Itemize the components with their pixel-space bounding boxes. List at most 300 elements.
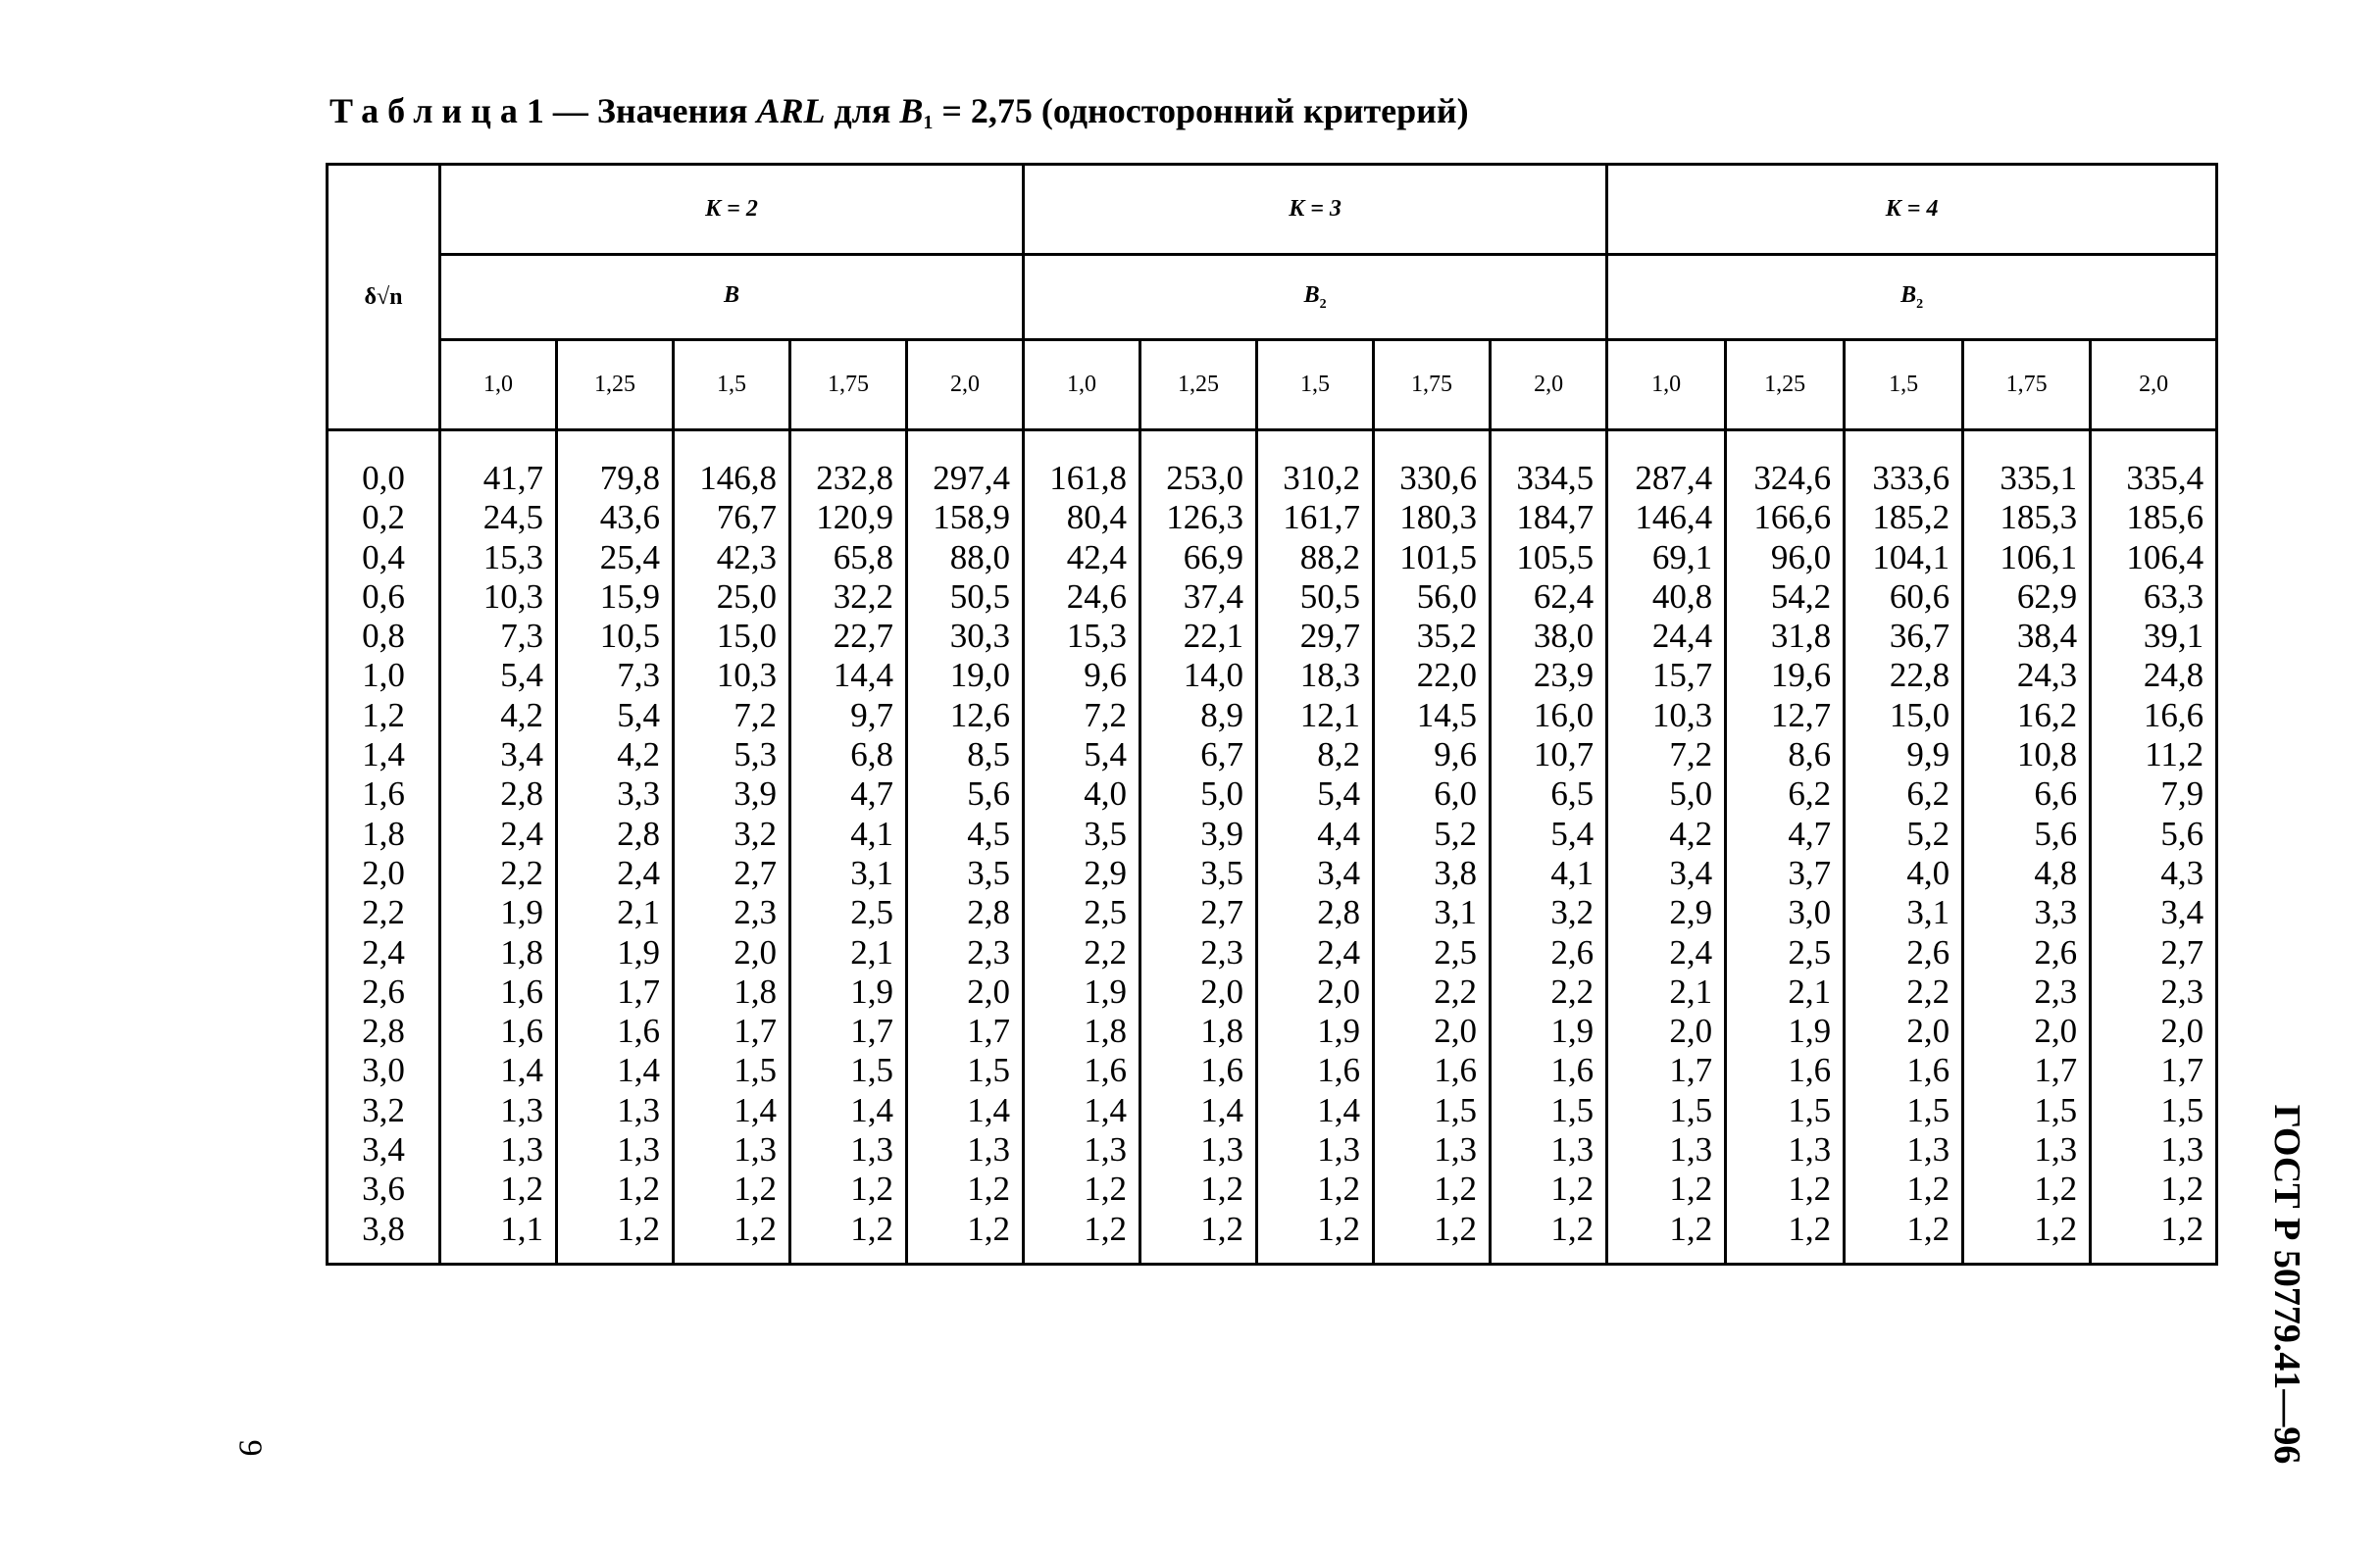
arl-value: 5,3 [734, 735, 777, 774]
arl-value: 2,1 [617, 893, 660, 932]
arl-value: 19,6 [1770, 656, 1832, 695]
arl-value: 5,6 [2160, 814, 2204, 853]
arl-value: 3,4 [1669, 853, 1713, 892]
arl-value: 2,0 [1317, 972, 1361, 1011]
arl-value: 5,4 [500, 656, 543, 695]
arl-value: 126,3 [1166, 498, 1244, 537]
arl-value: 1,4 [500, 1051, 543, 1090]
arl-value: 1,6 [1906, 1051, 1950, 1090]
arl-value: 1,4 [734, 1090, 777, 1129]
arl-value: 1,6 [1550, 1051, 1595, 1090]
arl-value: 2,2 [1434, 972, 1478, 1011]
table-body [328, 430, 2217, 1265]
arl-value: 1,3 [1084, 1130, 1128, 1170]
arl-value: 16,6 [2143, 695, 2204, 734]
arl-value: 1,4 [617, 1051, 660, 1090]
arl-value: 41,7 [482, 459, 543, 497]
arl-value: 3,5 [1084, 814, 1128, 853]
arl-value: 22,8 [1889, 656, 1950, 695]
arl-value: 8,9 [1200, 695, 1244, 734]
arl-value: 9,9 [1906, 735, 1950, 774]
arl-value: 2,9 [1669, 893, 1713, 932]
arl-value: 101,5 [1399, 537, 1478, 576]
arl-value: 1,5 [1669, 1090, 1713, 1129]
arl-value: 146,4 [1635, 498, 1713, 537]
arl-value: 4,3 [2160, 853, 2204, 892]
arl-value: 22,0 [1416, 656, 1478, 695]
caption-arl: ARL [756, 91, 826, 130]
arl-value: 4,5 [967, 814, 1011, 853]
column-header: 1,25 [557, 340, 674, 430]
arl-value: 15,0 [1889, 695, 1950, 734]
delta-value: 0,0 [362, 459, 405, 497]
arl-value: 63,3 [2143, 576, 2204, 616]
arl-value: 15,7 [1651, 656, 1713, 695]
arl-value: 2,7 [734, 853, 777, 892]
arl-value: 10,3 [482, 576, 543, 616]
group-b-header [1024, 255, 1607, 340]
arl-value: 1,3 [1200, 1130, 1244, 1170]
delta-value: 2,8 [362, 1012, 405, 1051]
arl-value: 3,0 [1788, 893, 1832, 932]
arl-value: 3,9 [734, 774, 777, 814]
arl-value: 1,2 [1200, 1170, 1244, 1209]
arl-value: 1,7 [2034, 1051, 2078, 1090]
arl-value: 1,2 [1906, 1170, 1950, 1209]
group-k-header [1607, 165, 2217, 255]
arl-value: 2,0 [2034, 1012, 2078, 1051]
k-label: K = 2 [705, 196, 758, 222]
arl-value: 1,5 [2034, 1090, 2078, 1129]
arl-value: 1,7 [1669, 1051, 1713, 1090]
arl-value: 42,4 [1066, 537, 1128, 576]
value-column [1257, 430, 1374, 1265]
arl-value: 1,4 [1317, 1090, 1361, 1129]
arl-value: 335,4 [2126, 459, 2204, 497]
column-header: 1,25 [1726, 340, 1845, 430]
arl-value: 1,2 [2034, 1209, 2078, 1248]
arl-value: 105,5 [1516, 537, 1595, 576]
arl-value: 7,2 [1669, 735, 1713, 774]
arl-value: 1,5 [1906, 1090, 1950, 1129]
arl-value: 31,8 [1770, 617, 1832, 656]
arl-value: 1,3 [1788, 1130, 1832, 1170]
arl-value: 146,8 [699, 459, 777, 497]
delta-value: 2,0 [362, 853, 405, 892]
standard-designation-text: ГОСТ Р 50779.41—96 [2266, 1104, 2307, 1465]
arl-value: 1,8 [734, 972, 777, 1011]
arl-value: 1,6 [500, 972, 543, 1011]
value-column [674, 430, 790, 1265]
b-label: B [1900, 281, 1917, 308]
arl-value: 1,2 [734, 1209, 777, 1248]
arl-value: 1,2 [1434, 1170, 1478, 1209]
column-header: 1,0 [1024, 340, 1140, 430]
arl-value: 1,2 [850, 1209, 893, 1248]
arl-value: 4,7 [1788, 814, 1832, 853]
arl-value: 2,6 [1906, 932, 1950, 972]
arl-value: 2,4 [1669, 932, 1713, 972]
caption-text-2: для [825, 91, 900, 130]
value-column [440, 430, 557, 1265]
arl-value: 2,2 [500, 853, 543, 892]
arl-value: 10,7 [1533, 735, 1595, 774]
value-column [1024, 430, 1140, 1265]
arl-value: 8,5 [967, 735, 1011, 774]
k-label: K = 3 [1289, 196, 1342, 222]
arl-value: 60,6 [1889, 576, 1950, 616]
arl-value: 25,4 [599, 537, 660, 576]
arl-value: 1,2 [617, 1209, 660, 1248]
caption-text-1: — Значения [543, 91, 757, 130]
arl-value: 37,4 [1183, 576, 1244, 616]
arl-value: 3,2 [1550, 893, 1595, 932]
arl-value: 66,9 [1183, 537, 1244, 576]
arl-value: 253,0 [1166, 459, 1244, 497]
arl-value: 310,2 [1283, 459, 1361, 497]
delta-value: 2,2 [362, 893, 405, 932]
arl-value: 42,3 [716, 537, 777, 576]
arl-value: 2,0 [734, 932, 777, 972]
arl-value: 36,7 [1889, 617, 1950, 656]
arl-value: 5,0 [1669, 774, 1713, 814]
delta-value: 3,2 [362, 1090, 405, 1129]
arl-value: 1,9 [1084, 972, 1128, 1011]
arl-value: 6,5 [1550, 774, 1595, 814]
arl-value: 2,0 [2160, 1012, 2204, 1051]
value-column [1845, 430, 1963, 1265]
arl-value: 2,0 [1200, 972, 1244, 1011]
arl-value: 185,6 [2126, 498, 2204, 537]
arl-value: 7,3 [500, 617, 543, 656]
arl-value: 54,2 [1770, 576, 1832, 616]
arl-value: 5,2 [1906, 814, 1950, 853]
column-header: 1,25 [1140, 340, 1257, 430]
arl-value: 334,5 [1516, 459, 1595, 497]
arl-value: 2,3 [967, 932, 1011, 972]
arl-value: 1,3 [1317, 1130, 1361, 1170]
arl-value: 158,9 [933, 498, 1011, 537]
value-column [1140, 430, 1257, 1265]
arl-value: 3,5 [967, 853, 1011, 892]
caption-b: B [899, 91, 924, 130]
arl-value: 1,7 [734, 1012, 777, 1051]
arl-value: 1,9 [500, 893, 543, 932]
arl-value: 1,9 [850, 972, 893, 1011]
arl-value: 1,7 [967, 1012, 1011, 1051]
arl-value: 104,1 [1872, 537, 1950, 576]
column-header: 1,0 [1607, 340, 1726, 430]
arl-value: 4,1 [850, 814, 893, 853]
arl-value: 1,2 [2160, 1170, 2204, 1209]
arl-value: 2,8 [1317, 893, 1361, 932]
column-header: 1,75 [1963, 340, 2091, 430]
arl-value: 1,6 [1317, 1051, 1361, 1090]
arl-value: 1,2 [1434, 1209, 1478, 1248]
arl-value: 15,3 [1066, 617, 1128, 656]
arl-value: 5,2 [1434, 814, 1478, 853]
arl-value: 1,2 [850, 1170, 893, 1209]
arl-value: 1,3 [2160, 1130, 2204, 1170]
delta-value: 3,0 [362, 1051, 405, 1090]
b-subscript: 2 [1319, 296, 1327, 312]
arl-value: 161,7 [1283, 498, 1361, 537]
arl-value: 184,7 [1516, 498, 1595, 537]
arl-value: 185,2 [1872, 498, 1950, 537]
arl-value: 106,1 [2000, 537, 2078, 576]
arl-value: 16,2 [2016, 695, 2078, 734]
arl-value: 7,9 [2160, 774, 2204, 814]
arl-value: 11,2 [2145, 735, 2204, 774]
column-header: 2,0 [907, 340, 1024, 430]
arl-value: 1,2 [1084, 1170, 1128, 1209]
arl-value: 166,6 [1753, 498, 1832, 537]
arl-value: 12,7 [1770, 695, 1832, 734]
standard-designation [2267, 1098, 2306, 1471]
arl-value: 1,5 [850, 1051, 893, 1090]
arl-value: 1,4 [850, 1090, 893, 1129]
arl-value: 2,3 [2160, 972, 2204, 1011]
arl-value: 1,6 [1434, 1051, 1478, 1090]
arl-value: 3,1 [850, 853, 893, 892]
arl-value: 7,2 [734, 695, 777, 734]
arl-value: 35,2 [1416, 617, 1478, 656]
arl-value: 4,8 [2034, 853, 2078, 892]
delta-value: 3,4 [362, 1130, 405, 1170]
k-label: K = 4 [1885, 196, 1939, 222]
arl-value: 297,4 [933, 459, 1011, 497]
arl-value: 1,3 [1906, 1130, 1950, 1170]
arl-value: 1,4 [1084, 1090, 1128, 1129]
arl-value: 1,2 [1906, 1209, 1950, 1248]
arl-value: 2,3 [1200, 932, 1244, 972]
arl-value: 1,7 [850, 1012, 893, 1051]
arl-value: 1,2 [1550, 1170, 1595, 1209]
arl-value: 1,8 [1084, 1012, 1128, 1051]
arl-value: 23,9 [1533, 656, 1595, 695]
arl-value: 3,4 [2160, 893, 2204, 932]
page-number: 9 [231, 1439, 269, 1457]
arl-value: 1,3 [1550, 1130, 1595, 1170]
arl-value: 1,3 [617, 1130, 660, 1170]
arl-value: 2,2 [1906, 972, 1950, 1011]
arl-value: 106,4 [2126, 537, 2204, 576]
value-column [1963, 430, 2091, 1265]
arl-value: 2,2 [1084, 932, 1128, 972]
table-header [328, 165, 2217, 430]
arl-value: 3,9 [1200, 814, 1244, 853]
arl-value: 14,5 [1416, 695, 1478, 734]
arl-value: 24,4 [1651, 617, 1713, 656]
group-k-header [440, 165, 1024, 255]
arl-value: 2,5 [1434, 932, 1478, 972]
value-column [1607, 430, 1726, 1265]
arl-value: 1,7 [2160, 1051, 2204, 1090]
arl-value: 22,1 [1183, 617, 1244, 656]
arl-value: 1,9 [1788, 1012, 1832, 1051]
arl-value: 1,9 [617, 932, 660, 972]
arl-value: 6,2 [1906, 774, 1950, 814]
arl-value: 1,4 [1200, 1090, 1244, 1129]
header-row-k [328, 165, 2217, 255]
arl-value: 2,1 [850, 932, 893, 972]
arl-value: 1,6 [1084, 1051, 1128, 1090]
arl-value: 10,3 [1651, 695, 1713, 734]
arl-value: 14,4 [833, 656, 893, 695]
arl-value: 8,6 [1788, 735, 1832, 774]
delta-value: 0,2 [362, 498, 405, 537]
arl-value: 1,6 [500, 1012, 543, 1051]
arl-value: 2,8 [500, 774, 543, 814]
delta-value: 1,8 [362, 814, 405, 853]
arl-value: 1,3 [734, 1130, 777, 1170]
arl-value: 9,6 [1434, 735, 1478, 774]
arl-value: 120,9 [816, 498, 893, 537]
column-header: 2,0 [2091, 340, 2217, 430]
delta-value: 1,6 [362, 774, 405, 814]
arl-value: 25,0 [716, 576, 777, 616]
arl-value: 232,8 [816, 459, 893, 497]
arl-value: 24,6 [1066, 576, 1128, 616]
arl-value: 2,6 [1550, 932, 1595, 972]
arl-value: 1,2 [967, 1209, 1011, 1248]
arl-value: 333,6 [1872, 459, 1950, 497]
arl-value: 3,5 [1200, 853, 1244, 892]
arl-value: 50,5 [1299, 576, 1361, 616]
delta-header-cell [328, 165, 440, 430]
column-header: 1,0 [440, 340, 557, 430]
arl-value: 1,2 [1550, 1209, 1595, 1248]
arl-value: 4,2 [500, 695, 543, 734]
b-label: B [724, 281, 740, 308]
arl-value: 287,4 [1635, 459, 1713, 497]
arl-value: 5,4 [1550, 814, 1595, 853]
arl-value: 6,2 [1788, 774, 1832, 814]
arl-value: 38,0 [1533, 617, 1595, 656]
arl-value: 1,3 [617, 1090, 660, 1129]
arl-value: 1,5 [734, 1051, 777, 1090]
value-column [1374, 430, 1491, 1265]
delta-header: δ√n [364, 283, 403, 310]
arl-value: 19,0 [949, 656, 1011, 695]
arl-value: 3,8 [1434, 853, 1478, 892]
delta-value: 1,4 [362, 735, 405, 774]
caption-b-subscript: 1 [923, 112, 934, 133]
arl-value: 1,2 [617, 1170, 660, 1209]
arl-value: 7,2 [1084, 695, 1128, 734]
arl-value: 2,0 [1906, 1012, 1950, 1051]
delta-value: 1,2 [362, 695, 405, 734]
arl-value: 2,3 [734, 893, 777, 932]
arl-value: 10,8 [2016, 735, 2078, 774]
arl-value: 1,3 [850, 1130, 893, 1170]
column-header: 2,0 [1491, 340, 1607, 430]
arl-value: 2,8 [967, 893, 1011, 932]
arl-value: 50,5 [949, 576, 1011, 616]
b-subscript: 2 [1916, 296, 1924, 312]
arl-value: 1,2 [1317, 1170, 1361, 1209]
delta-value: 3,8 [362, 1209, 405, 1248]
arl-table [326, 163, 2218, 1266]
value-column [907, 430, 1024, 1265]
arl-value: 2,0 [1434, 1012, 1478, 1051]
delta-value: 2,6 [362, 972, 405, 1011]
arl-value: 1,4 [967, 1090, 1011, 1129]
arl-value: 6,8 [850, 735, 893, 774]
arl-value: 3,7 [1788, 853, 1832, 892]
arl-value: 1,6 [1788, 1051, 1832, 1090]
delta-value: 0,6 [362, 576, 405, 616]
arl-value: 1,3 [967, 1130, 1011, 1170]
arl-value: 1,2 [1084, 1209, 1128, 1248]
arl-value: 5,6 [967, 774, 1011, 814]
arl-value: 14,0 [1183, 656, 1244, 695]
arl-value: 6,6 [2034, 774, 2078, 814]
column-header: 1,75 [1374, 340, 1491, 430]
arl-value: 2,2 [1550, 972, 1595, 1011]
arl-value: 8,2 [1317, 735, 1361, 774]
arl-value: 1,2 [2034, 1170, 2078, 1209]
arl-value: 1,2 [1788, 1209, 1832, 1248]
arl-value: 2,8 [617, 814, 660, 853]
arl-value: 2,5 [1084, 893, 1128, 932]
arl-value: 39,1 [2143, 617, 2204, 656]
arl-value: 15,3 [482, 537, 543, 576]
arl-value: 185,3 [2000, 498, 2078, 537]
arl-value: 2,9 [1084, 853, 1128, 892]
arl-value: 4,0 [1906, 853, 1950, 892]
arl-value: 6,0 [1434, 774, 1478, 814]
delta-value: 3,6 [362, 1170, 405, 1209]
arl-value: 5,4 [1084, 735, 1128, 774]
arl-value: 2,0 [1669, 1012, 1713, 1051]
delta-value: 0,8 [362, 617, 405, 656]
arl-value: 3,4 [500, 735, 543, 774]
caption-prefix: Таблица [329, 91, 527, 130]
arl-value: 1,7 [617, 972, 660, 1011]
arl-value: 65,8 [833, 537, 893, 576]
arl-value: 7,3 [617, 656, 660, 695]
arl-value: 2,1 [1788, 972, 1832, 1011]
arl-value: 15,0 [716, 617, 777, 656]
delta-value: 0,4 [362, 537, 405, 576]
arl-value: 24,5 [482, 498, 543, 537]
arl-value: 10,3 [716, 656, 777, 695]
arl-value: 1,5 [1788, 1090, 1832, 1129]
arl-value: 2,0 [967, 972, 1011, 1011]
arl-value: 62,4 [1533, 576, 1595, 616]
arl-value: 2,4 [617, 853, 660, 892]
arl-value: 4,0 [1084, 774, 1128, 814]
value-column [2091, 430, 2217, 1265]
caption-text-3: = 2,75 (односторонний критерий) [933, 91, 1469, 130]
arl-value: 2,6 [2034, 932, 2078, 972]
arl-value: 9,7 [850, 695, 893, 734]
arl-value: 180,3 [1399, 498, 1478, 537]
arl-value: 1,6 [617, 1012, 660, 1051]
group-k-header [1024, 165, 1607, 255]
arl-value: 12,6 [949, 695, 1011, 734]
arl-value: 38,4 [2016, 617, 2078, 656]
arl-value: 5,4 [617, 695, 660, 734]
arl-value: 330,6 [1399, 459, 1478, 497]
arl-value: 96,0 [1770, 537, 1832, 576]
arl-value: 1,1 [500, 1209, 543, 1248]
arl-value: 1,5 [1434, 1090, 1478, 1129]
arl-value: 22,7 [833, 617, 893, 656]
delta-value: 2,4 [362, 932, 405, 972]
b-label: B [1303, 281, 1320, 308]
